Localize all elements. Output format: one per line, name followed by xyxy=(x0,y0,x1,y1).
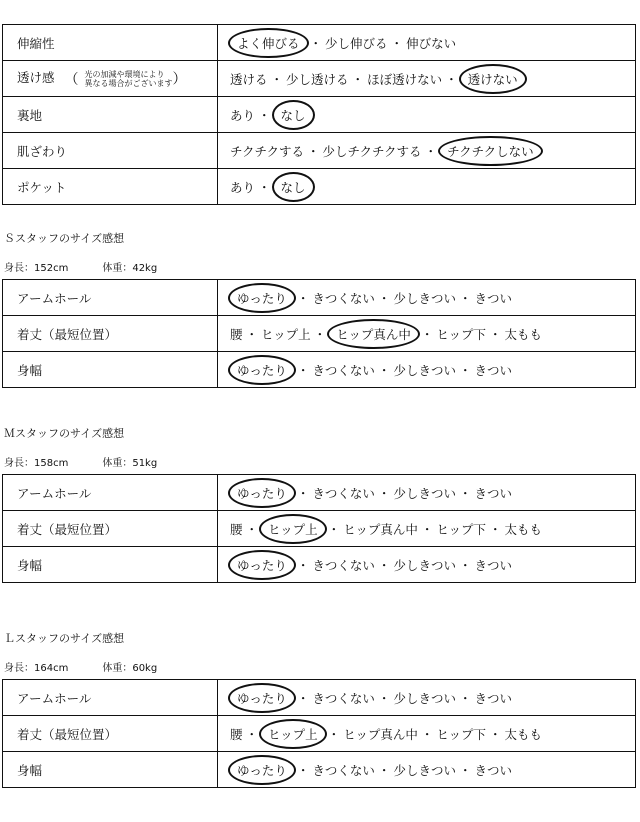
separator-dot: ・ xyxy=(296,557,310,573)
fabric-table xyxy=(2,24,636,205)
row-label: 着丈（最短位置） xyxy=(17,326,118,342)
row-options-cell xyxy=(218,752,636,788)
option: きつくない xyxy=(312,690,375,706)
row-options-cell xyxy=(218,61,636,97)
table-row xyxy=(3,280,636,316)
separator-dot: ・ xyxy=(488,726,502,742)
lighting-note-line2: 異なる場合がございます xyxy=(84,78,173,88)
separator-dot: ・ xyxy=(327,726,341,742)
separator-dot: ・ xyxy=(458,290,472,306)
table-row xyxy=(3,169,636,205)
row-label: 身幅 xyxy=(17,362,43,378)
separator-dot: ・ xyxy=(245,726,259,742)
option: 少しきつい xyxy=(393,557,456,573)
option: きつくない xyxy=(312,762,375,778)
separator-dot: ・ xyxy=(420,521,434,537)
table-row xyxy=(3,752,636,788)
separator-dot: ・ xyxy=(377,290,391,306)
row-label: 裏地 xyxy=(17,107,43,123)
separator-dot: ・ xyxy=(424,143,438,159)
row-label: 身幅 xyxy=(17,762,43,778)
row-label: 着丈（最短位置） xyxy=(17,726,118,742)
option: あり xyxy=(230,107,256,123)
row-label-cell xyxy=(3,547,218,583)
table-row xyxy=(3,511,636,547)
row-label: 伸縮性 xyxy=(17,35,55,51)
option: きつい xyxy=(474,557,512,573)
option: ヒップ真ん中 xyxy=(343,726,418,742)
separator-dot: ・ xyxy=(458,762,472,778)
selected-option: ヒップ上 xyxy=(259,719,327,749)
selected-option: ゆったり xyxy=(228,755,296,785)
separator-dot: ・ xyxy=(313,326,327,342)
staff-s-weight: 体重：42kg xyxy=(102,263,158,274)
row-label-cell xyxy=(3,352,218,388)
option: きつくない xyxy=(312,362,375,378)
row-options-cell xyxy=(218,97,636,133)
staff-l-weight: 体重：60kg xyxy=(102,663,158,674)
staff-s-stats xyxy=(4,259,157,274)
row-label-cell xyxy=(3,716,218,752)
row-label: アームホール xyxy=(17,690,92,706)
option: ほぼ透けない xyxy=(367,71,443,87)
selected-option: 透けない xyxy=(459,64,527,94)
option: 腰 xyxy=(230,521,243,537)
option: 腰 xyxy=(230,326,243,342)
option: きつい xyxy=(474,762,512,778)
row-label: アームホール xyxy=(17,290,92,306)
option: きつくない xyxy=(312,290,375,306)
row-label: アームホール xyxy=(17,485,92,501)
selected-option: ヒップ真ん中 xyxy=(327,319,420,349)
separator-dot: ・ xyxy=(296,762,310,778)
separator-dot: ・ xyxy=(327,521,341,537)
table-row xyxy=(3,716,636,752)
separator-dot: ・ xyxy=(458,557,472,573)
row-label-cell xyxy=(3,169,218,205)
option: 少しきつい xyxy=(393,362,456,378)
row-label: 着丈（最短位置） xyxy=(17,521,118,537)
staff-s-title: Ｓスタッフのサイズ感想 xyxy=(4,232,125,245)
row-options-cell xyxy=(218,475,636,511)
row-options-cell xyxy=(218,547,636,583)
separator-dot: ・ xyxy=(296,690,310,706)
separator-dot: ・ xyxy=(258,179,271,195)
row-label-cell xyxy=(3,475,218,511)
option: 太もも xyxy=(504,326,543,342)
table-row xyxy=(3,97,636,133)
option: 少しきつい xyxy=(393,485,456,501)
selected-option: ゆったり xyxy=(228,355,296,385)
option: ヒップ下 xyxy=(436,521,486,537)
row-options-cell xyxy=(218,352,636,388)
staff-m-table xyxy=(2,474,636,583)
row-options-cell xyxy=(218,169,636,205)
staff-l-stats xyxy=(4,659,157,674)
row-label-cell xyxy=(3,61,218,97)
lighting-note-line1: 光の加減や環境により xyxy=(84,69,165,79)
separator-dot: ・ xyxy=(458,690,472,706)
row-label-cell xyxy=(3,511,218,547)
row-options-cell xyxy=(218,680,636,716)
option: ヒップ下 xyxy=(436,726,486,742)
option: 少し伸びる xyxy=(325,35,388,51)
note-paren-close: ） xyxy=(172,71,187,88)
row-label-cell xyxy=(3,316,218,352)
option: 太もも xyxy=(504,726,543,742)
separator-dot: ・ xyxy=(488,326,502,342)
option: チクチクする xyxy=(230,143,305,159)
selected-option: ゆったり xyxy=(228,478,296,508)
staff-m-weight: 体重：51kg xyxy=(102,458,158,469)
option: きつくない xyxy=(312,485,375,501)
row-label: 肌ざわり xyxy=(17,143,68,159)
row-label: 身幅 xyxy=(17,557,43,573)
option: きつい xyxy=(474,290,512,306)
selected-option: よく伸びる xyxy=(228,28,309,58)
option: 少しきつい xyxy=(393,290,456,306)
option: 伸びない xyxy=(406,35,457,51)
selected-option: なし xyxy=(272,100,315,130)
row-options-cell xyxy=(218,25,636,61)
option: あり xyxy=(230,179,256,195)
table-row xyxy=(3,25,636,61)
staff-l-table xyxy=(2,679,636,788)
option: 少し透ける xyxy=(286,71,349,87)
row-label: ポケット xyxy=(17,179,67,195)
option: ヒップ上 xyxy=(261,326,311,342)
row-label-cell xyxy=(3,280,218,316)
row-label-cell xyxy=(3,680,218,716)
selected-option: ゆったり xyxy=(228,683,296,713)
staff-l-title: Ｌスタッフのサイズ感想 xyxy=(4,632,125,645)
table-row xyxy=(3,680,636,716)
row-options-cell xyxy=(218,280,636,316)
separator-dot: ・ xyxy=(377,362,391,378)
separator-dot: ・ xyxy=(420,326,434,342)
row-label: 透け感 xyxy=(17,70,55,86)
selected-option: なし xyxy=(272,172,315,202)
separator-dot: ・ xyxy=(307,143,320,159)
option: きつい xyxy=(474,485,512,501)
staff-m-height: 身長：158cm xyxy=(4,458,69,469)
separator-dot: ・ xyxy=(270,71,284,87)
separator-dot: ・ xyxy=(377,557,391,573)
separator-dot: ・ xyxy=(377,762,391,778)
option: きつい xyxy=(474,362,512,378)
row-label-cell xyxy=(3,25,218,61)
row-label-cell xyxy=(3,97,218,133)
table-row xyxy=(3,133,636,169)
separator-dot: ・ xyxy=(377,690,391,706)
separator-dot: ・ xyxy=(296,290,310,306)
separator-dot: ・ xyxy=(245,326,259,342)
staff-m-stats xyxy=(4,454,157,469)
separator-dot: ・ xyxy=(420,726,434,742)
staff-s-table xyxy=(2,279,636,388)
staff-l-height: 身長：164cm xyxy=(4,663,69,674)
staff-m-title: Ｍスタッフのサイズ感想 xyxy=(4,427,125,440)
option: 少しチクチクする xyxy=(322,143,422,159)
option: きつい xyxy=(474,690,512,706)
selected-option: ゆったり xyxy=(228,283,296,313)
table-row xyxy=(3,352,636,388)
row-options-cell xyxy=(218,511,636,547)
separator-dot: ・ xyxy=(458,362,472,378)
option: 透ける xyxy=(230,71,268,87)
lighting-note xyxy=(85,70,173,88)
option: ヒップ下 xyxy=(436,326,486,342)
table-row xyxy=(3,547,636,583)
separator-dot: ・ xyxy=(258,107,271,123)
separator-dot: ・ xyxy=(488,521,502,537)
separator-dot: ・ xyxy=(296,485,310,501)
selected-option: チクチクしない xyxy=(438,136,543,166)
option: 太もも xyxy=(504,521,543,537)
selected-option: ヒップ上 xyxy=(259,514,327,544)
note-paren-open: （ xyxy=(64,71,79,88)
option: 腰 xyxy=(230,726,243,742)
table-row xyxy=(3,475,636,511)
option: ヒップ真ん中 xyxy=(343,521,418,537)
table-row xyxy=(3,61,636,97)
separator-dot: ・ xyxy=(245,521,259,537)
separator-dot: ・ xyxy=(309,35,323,51)
option: 少しきつい xyxy=(393,762,456,778)
row-label-cell xyxy=(3,752,218,788)
staff-s-height: 身長：152cm xyxy=(4,263,69,274)
row-label-cell xyxy=(3,133,218,169)
selected-option: ゆったり xyxy=(228,550,296,580)
row-options-cell xyxy=(218,316,636,352)
separator-dot: ・ xyxy=(351,71,365,87)
separator-dot: ・ xyxy=(296,362,310,378)
option: きつくない xyxy=(312,557,375,573)
row-options-cell xyxy=(218,133,636,169)
row-options-cell xyxy=(218,716,636,752)
separator-dot: ・ xyxy=(377,485,391,501)
separator-dot: ・ xyxy=(458,485,472,501)
separator-dot: ・ xyxy=(390,35,404,51)
separator-dot: ・ xyxy=(445,71,458,87)
option: 少しきつい xyxy=(393,690,456,706)
table-row xyxy=(3,316,636,352)
